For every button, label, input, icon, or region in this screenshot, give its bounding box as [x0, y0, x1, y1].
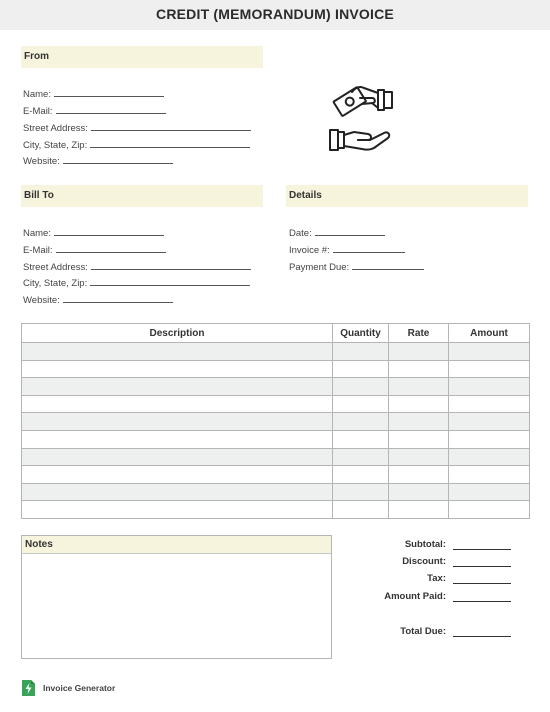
- bill-to-heading: Bill To: [21, 185, 263, 207]
- footer-brand[interactable]: [21, 678, 115, 698]
- quantity-cell[interactable]: [333, 430, 389, 448]
- subtotal-label: Subtotal:: [404, 539, 446, 550]
- notes-heading: Notes: [22, 536, 331, 554]
- amount-cell[interactable]: [449, 378, 530, 396]
- from-website-line[interactable]: [63, 154, 173, 164]
- bill-street-line[interactable]: [91, 260, 251, 270]
- amount-cell[interactable]: [449, 466, 530, 484]
- description-cell[interactable]: [22, 360, 333, 378]
- bill-city-label: City, State, Zip:: [23, 278, 88, 289]
- details-date-label: Date:: [289, 228, 312, 239]
- details-invoice-field[interactable]: [289, 243, 405, 255]
- bill-name-label: Name:: [23, 228, 51, 239]
- subtotal-row[interactable]: [0, 539, 550, 551]
- amount-paid-label: Amount Paid:: [384, 591, 446, 602]
- amount-cell[interactable]: [449, 413, 530, 431]
- from-heading: From: [21, 46, 263, 68]
- quantity-cell[interactable]: [333, 343, 389, 361]
- table-row: [22, 501, 530, 519]
- rate-cell[interactable]: [389, 430, 449, 448]
- rate-cell[interactable]: [389, 501, 449, 519]
- rate-cell[interactable]: [389, 466, 449, 484]
- tax-line[interactable]: [453, 573, 511, 584]
- description-cell[interactable]: [22, 483, 333, 501]
- quantity-cell[interactable]: [333, 483, 389, 501]
- details-date-line[interactable]: [315, 226, 385, 236]
- discount-row[interactable]: [0, 556, 550, 568]
- description-cell[interactable]: [22, 466, 333, 484]
- from-website-field[interactable]: [23, 154, 173, 166]
- page-title: CREDIT (MEMORANDUM) INVOICE: [156, 6, 394, 22]
- bill-name-line[interactable]: [54, 226, 164, 236]
- tax-label: Tax:: [427, 573, 446, 584]
- quantity-cell[interactable]: [333, 360, 389, 378]
- table-header-row: [22, 324, 530, 343]
- description-cell[interactable]: [22, 448, 333, 466]
- from-city-label: City, State, Zip:: [23, 140, 88, 151]
- from-email-line[interactable]: [56, 104, 166, 114]
- quantity-cell[interactable]: [333, 413, 389, 431]
- from-city-line[interactable]: [90, 138, 250, 148]
- bill-email-line[interactable]: [56, 243, 166, 253]
- rate-cell[interactable]: [389, 483, 449, 501]
- description-cell[interactable]: [22, 395, 333, 413]
- table-row: [22, 448, 530, 466]
- subtotal-line[interactable]: [453, 539, 511, 550]
- from-street-label: Street Address:: [23, 123, 88, 134]
- col-rate-header: Rate: [389, 324, 449, 343]
- details-due-label: Payment Due:: [289, 262, 350, 273]
- amount-cell[interactable]: [449, 448, 530, 466]
- rate-cell[interactable]: [389, 360, 449, 378]
- table-row: [22, 413, 530, 431]
- details-due-line[interactable]: [352, 260, 424, 270]
- details-invoice-label: Invoice #:: [289, 245, 330, 256]
- table-row: [22, 343, 530, 361]
- from-name-field[interactable]: [23, 87, 164, 99]
- bill-email-field[interactable]: [23, 243, 166, 255]
- table-row: [22, 430, 530, 448]
- details-date-field[interactable]: [289, 226, 385, 238]
- col-amount-header: Amount: [449, 324, 530, 343]
- from-street-line[interactable]: [91, 121, 251, 131]
- bill-name-field[interactable]: [23, 226, 164, 238]
- description-cell[interactable]: [22, 501, 333, 519]
- amount-cell[interactable]: [449, 501, 530, 519]
- line-items-body: [22, 343, 530, 519]
- bill-email-label: E-Mail:: [23, 245, 53, 256]
- from-website-label: Website:: [23, 156, 60, 167]
- bill-website-line[interactable]: [63, 293, 173, 303]
- bill-city-field[interactable]: [23, 276, 250, 288]
- amount-cell[interactable]: [449, 343, 530, 361]
- bill-website-field[interactable]: [23, 293, 173, 305]
- from-city-field[interactable]: [23, 138, 250, 150]
- bill-city-line[interactable]: [90, 276, 250, 286]
- amount-cell[interactable]: [449, 430, 530, 448]
- rate-cell[interactable]: [389, 343, 449, 361]
- details-invoice-line[interactable]: [333, 243, 405, 253]
- from-name-label: Name:: [23, 89, 51, 100]
- description-cell[interactable]: [22, 430, 333, 448]
- bill-street-label: Street Address:: [23, 262, 88, 273]
- total-due-row[interactable]: [0, 626, 550, 638]
- amount-cell[interactable]: [449, 395, 530, 413]
- bill-website-label: Website:: [23, 295, 60, 306]
- hand-money-exchange-icon: [326, 84, 402, 158]
- line-items-table: [21, 323, 530, 519]
- quantity-cell[interactable]: [333, 466, 389, 484]
- bill-street-field[interactable]: [23, 260, 251, 272]
- amount-cell[interactable]: [449, 483, 530, 501]
- table-row: [22, 378, 530, 396]
- rate-cell[interactable]: [389, 395, 449, 413]
- table-row: [22, 395, 530, 413]
- discount-label: Discount:: [402, 556, 446, 567]
- table-row: [22, 360, 530, 378]
- total-due-label: Total Due:: [400, 626, 446, 637]
- amount-paid-line[interactable]: [453, 591, 511, 602]
- discount-line[interactable]: [453, 556, 511, 567]
- from-email-label: E-Mail:: [23, 106, 53, 117]
- quantity-cell[interactable]: [333, 378, 389, 396]
- amount-paid-row[interactable]: [0, 591, 550, 603]
- from-email-field[interactable]: [23, 104, 166, 116]
- rate-cell[interactable]: [389, 448, 449, 466]
- quantity-cell[interactable]: [333, 395, 389, 413]
- tax-row[interactable]: [0, 573, 550, 585]
- quantity-cell[interactable]: [333, 448, 389, 466]
- footer-brand-text: Invoice Generator: [43, 683, 116, 693]
- table-row: [22, 466, 530, 484]
- rate-cell[interactable]: [389, 378, 449, 396]
- amount-cell[interactable]: [449, 360, 530, 378]
- rate-cell[interactable]: [389, 413, 449, 431]
- col-quantity-header: Quantity: [333, 324, 389, 343]
- from-name-line[interactable]: [54, 87, 164, 97]
- details-due-field[interactable]: [289, 260, 424, 272]
- description-cell[interactable]: [22, 413, 333, 431]
- quantity-cell[interactable]: [333, 501, 389, 519]
- total-due-line[interactable]: [453, 626, 511, 637]
- description-cell[interactable]: [22, 378, 333, 396]
- description-cell[interactable]: [22, 343, 333, 361]
- from-street-field[interactable]: [23, 121, 251, 133]
- col-description-header: Description: [22, 324, 333, 343]
- details-heading: Details: [286, 185, 528, 207]
- table-row: [22, 483, 530, 501]
- invoice-generator-logo-icon: [21, 679, 36, 697]
